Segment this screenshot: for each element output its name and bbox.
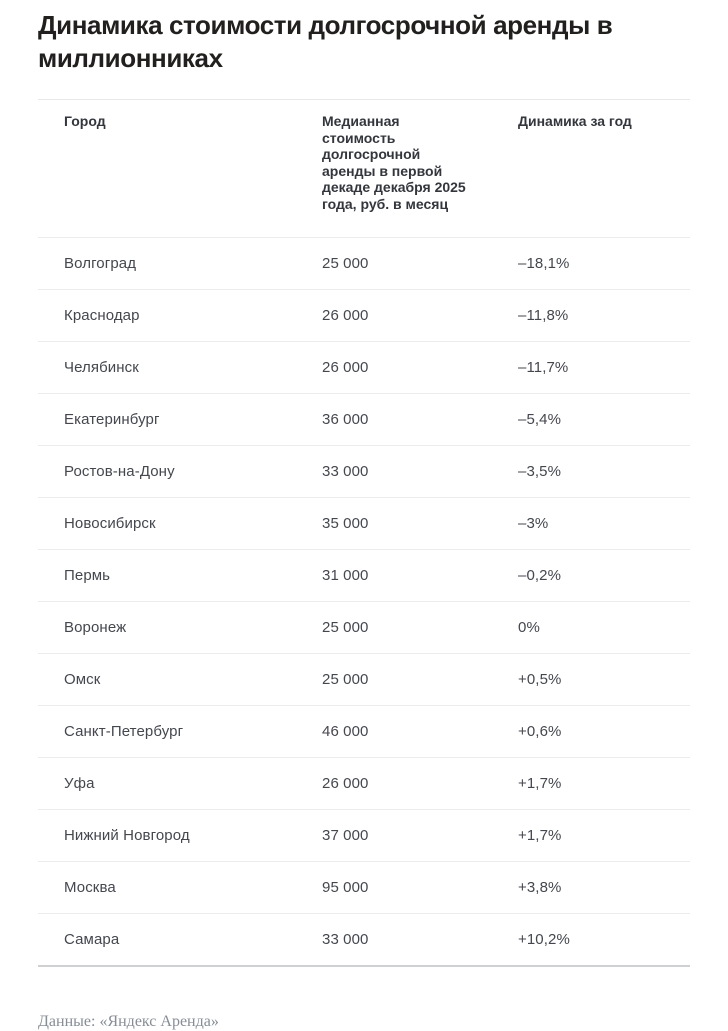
cell-city: Москва — [64, 879, 116, 896]
cell-city: Краснодар — [64, 307, 140, 324]
table-row — [38, 758, 690, 810]
cell-change: +0,5% — [518, 671, 562, 688]
table-row — [38, 342, 690, 394]
cell-price: 25 000 — [322, 255, 369, 272]
cell-price: 37 000 — [322, 827, 369, 844]
rent-table — [38, 99, 690, 967]
column-header-city: Город — [64, 113, 106, 129]
cell-price: 33 000 — [322, 463, 369, 480]
table-row — [38, 290, 690, 342]
cell-change: –18,1% — [518, 255, 570, 272]
cell-price: 26 000 — [322, 307, 369, 324]
cell-change: –3% — [518, 515, 549, 532]
cell-city: Пермь — [64, 567, 111, 584]
table-row — [38, 550, 690, 602]
table-row — [38, 706, 690, 758]
cell-price: 26 000 — [322, 775, 369, 792]
cell-city: Волгоград — [64, 255, 137, 272]
cell-city: Ростов-на-Дону — [64, 463, 175, 480]
table-row — [38, 654, 690, 706]
cell-city: Уфа — [64, 775, 95, 792]
table-header-row — [38, 100, 690, 238]
cell-price: 46 000 — [322, 723, 369, 740]
table-row — [38, 498, 690, 550]
cell-price: 31 000 — [322, 567, 369, 584]
table-row — [38, 862, 690, 914]
cell-change: +1,7% — [518, 775, 562, 792]
table-row — [38, 914, 690, 965]
cell-change: –11,7% — [518, 359, 569, 376]
cell-change: 0% — [518, 619, 540, 636]
column-header-change: Динамика за год — [518, 113, 632, 129]
cell-city: Новосибирск — [64, 515, 156, 532]
cell-price: 33 000 — [322, 931, 369, 948]
cell-price: 95 000 — [322, 879, 369, 896]
cell-change: –0,2% — [518, 567, 562, 584]
cell-price: 35 000 — [322, 515, 369, 532]
table-row — [38, 238, 690, 290]
cell-change: +0,6% — [518, 723, 562, 740]
source-note: Данные: «Яндекс Аренда» — [38, 1013, 219, 1030]
cell-price: 36 000 — [322, 411, 369, 428]
cell-change: +1,7% — [518, 827, 562, 844]
cell-city: Санкт-Петербург — [64, 723, 184, 740]
cell-city: Самара — [64, 931, 120, 948]
column-header-price: Медианная стоимость долгосрочной аренды в первой декаде декабря 2025 года, руб. в месяц — [322, 113, 466, 212]
cell-change: –3,5% — [518, 463, 562, 480]
table-row — [38, 602, 690, 654]
cell-price: 25 000 — [322, 671, 369, 688]
table-body — [38, 238, 690, 965]
cell-change: –11,8% — [518, 307, 569, 324]
table-row — [38, 446, 690, 498]
cell-change: +10,2% — [518, 931, 570, 948]
table-row — [38, 394, 690, 446]
cell-change: –5,4% — [518, 411, 562, 428]
table-row — [38, 810, 690, 862]
cell-change: +3,8% — [518, 879, 562, 896]
cell-city: Воронеж — [64, 619, 127, 636]
cell-price: 26 000 — [322, 359, 369, 376]
cell-city: Екатеринбург — [64, 411, 160, 428]
cell-city: Челябинск — [64, 359, 139, 376]
cell-city: Нижний Новгород — [64, 827, 190, 844]
page-title: Динамика стоимости долгосрочной аренды в миллионниках — [38, 10, 613, 73]
cell-city: Омск — [64, 671, 101, 688]
cell-price: 25 000 — [322, 619, 369, 636]
